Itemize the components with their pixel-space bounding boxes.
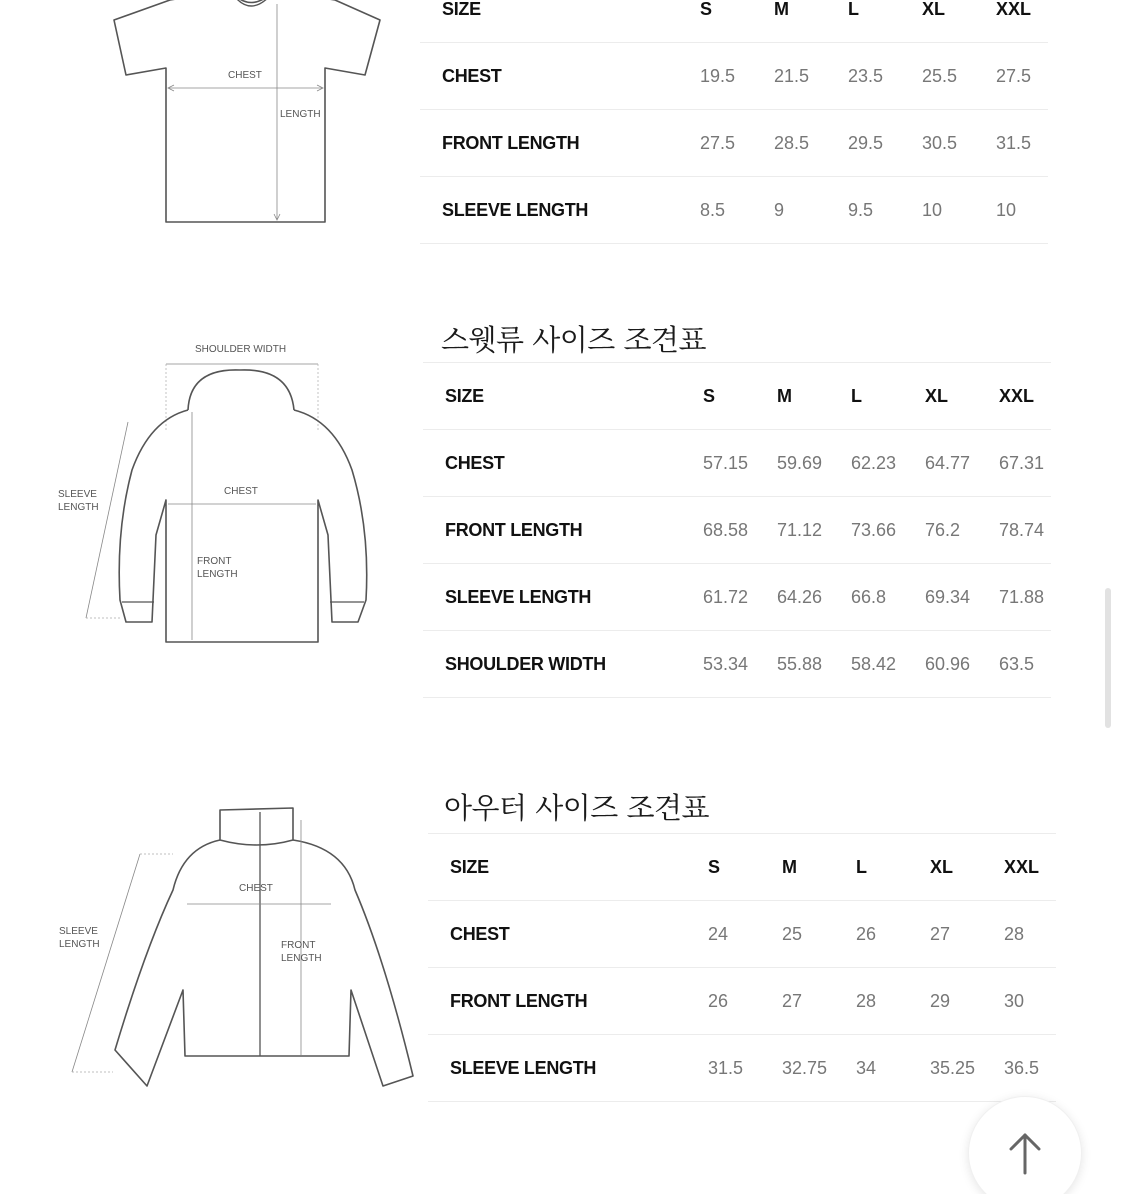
table-row	[423, 497, 1051, 564]
cell-value: 27.5	[700, 132, 736, 153]
table-row	[428, 901, 1056, 968]
cell-value: 55.88	[777, 653, 823, 674]
header-s: S	[703, 385, 716, 406]
cell-value: 9.5	[848, 199, 874, 220]
cell-value: 25.5	[922, 65, 958, 86]
row-label: CHEST	[442, 65, 502, 86]
cell-value: 35.25	[930, 1057, 976, 1078]
sweatshirt-size-table	[423, 362, 1051, 698]
cell-value: 30	[1004, 990, 1025, 1011]
header-xl: XL	[922, 0, 946, 19]
cell-value: 68.58	[703, 519, 749, 540]
table-row	[420, 110, 1048, 177]
cell-value: 31.5	[708, 1057, 744, 1078]
row-label: SLEEVE LENGTH	[450, 1057, 597, 1078]
cell-value: 30.5	[922, 132, 958, 153]
header-size: SIZE	[442, 0, 481, 19]
jacket-sleeve-label-2: LENGTH	[59, 939, 100, 950]
hoodie-shoulder-label: SHOULDER WIDTH	[195, 344, 287, 355]
header-m: M	[782, 856, 797, 877]
cell-value: 64.77	[925, 452, 971, 473]
cell-value: 53.34	[703, 653, 749, 674]
table-row	[428, 1035, 1056, 1102]
table-row	[423, 631, 1051, 698]
hoodie-front-label-1: FRONT	[197, 556, 232, 567]
outer-size-table	[428, 833, 1056, 1102]
header-m: M	[777, 385, 792, 406]
table-row	[428, 968, 1056, 1035]
cell-value: 27.5	[996, 65, 1032, 86]
table-header-row	[423, 363, 1051, 430]
table-row	[423, 430, 1051, 497]
sweatshirt-section-title: 스웻류 사이즈 조견표	[441, 323, 707, 357]
tshirt-size-section	[0, 0, 1125, 250]
cell-value: 26	[708, 990, 729, 1011]
cell-value: 67.31	[999, 452, 1045, 473]
cell-value: 63.5	[999, 653, 1035, 674]
cell-value: 58.42	[851, 653, 897, 674]
jacket-front-label-1: FRONT	[281, 940, 316, 951]
header-xxl: XXL	[996, 0, 1032, 19]
jacket-sleeve-label-1: SLEEVE	[59, 926, 98, 937]
jacket-diagram	[55, 800, 425, 1100]
cell-value: 10	[996, 199, 1017, 220]
cell-value: 21.5	[774, 65, 810, 86]
cell-value: 28.5	[774, 132, 810, 153]
cell-value: 66.8	[851, 586, 887, 607]
header-xxl: XXL	[1004, 856, 1040, 877]
cell-value: 61.72	[703, 586, 749, 607]
cell-value: 34	[856, 1057, 877, 1078]
jacket-illustration	[55, 800, 425, 1100]
cell-value: 73.66	[851, 519, 897, 540]
row-label: FRONT LENGTH	[450, 990, 588, 1011]
cell-value: 32.75	[782, 1057, 828, 1078]
cell-value: 57.15	[703, 452, 749, 473]
tshirt-diagram	[100, 0, 400, 230]
cell-value: 28	[856, 990, 877, 1011]
row-label: FRONT LENGTH	[445, 519, 583, 540]
table-row	[420, 177, 1048, 244]
tshirt-length-label: LENGTH	[280, 109, 321, 120]
row-label: CHEST	[445, 452, 505, 473]
cell-value: 76.2	[925, 519, 961, 540]
cell-value: 60.96	[925, 653, 971, 674]
cell-value: 71.88	[999, 586, 1045, 607]
cell-value: 36.5	[1004, 1057, 1040, 1078]
cell-value: 8.5	[700, 199, 726, 220]
hoodie-sleeve-label-2: LENGTH	[58, 502, 99, 513]
header-m: M	[774, 0, 789, 19]
cell-value: 78.74	[999, 519, 1045, 540]
scroll-to-top-button[interactable]	[968, 1096, 1082, 1194]
cell-value: 29	[930, 990, 951, 1011]
cell-value: 31.5	[996, 132, 1032, 153]
row-label: SLEEVE LENGTH	[442, 199, 589, 220]
hoodie-diagram	[50, 340, 390, 660]
cell-value: 9	[774, 199, 785, 220]
arrow-up-icon	[1007, 1131, 1043, 1175]
header-size: SIZE	[445, 385, 484, 406]
cell-value: 27	[782, 990, 803, 1011]
cell-value: 26	[856, 923, 877, 944]
table-row	[420, 43, 1048, 110]
row-label: CHEST	[450, 923, 510, 944]
header-l: L	[848, 0, 859, 19]
hoodie-chest-label: CHEST	[224, 486, 258, 497]
cell-value: 19.5	[700, 65, 736, 86]
tshirt-illustration	[100, 0, 400, 230]
outer-size-section	[0, 770, 1125, 1110]
header-l: L	[856, 856, 867, 877]
tshirt-chest-label: CHEST	[228, 70, 262, 81]
hoodie-sleeve-label-1: SLEEVE	[58, 489, 97, 500]
header-s: S	[708, 856, 721, 877]
cell-value: 69.34	[925, 586, 971, 607]
table-header-row	[428, 834, 1056, 901]
row-label: SLEEVE LENGTH	[445, 586, 592, 607]
cell-value: 59.69	[777, 452, 823, 473]
hoodie-front-label-2: LENGTH	[197, 569, 238, 580]
cell-value: 10	[922, 199, 943, 220]
hoodie-illustration	[50, 340, 390, 660]
cell-value: 29.5	[848, 132, 884, 153]
cell-value: 24	[708, 923, 729, 944]
cell-value: 71.12	[777, 519, 823, 540]
row-label: FRONT LENGTH	[442, 132, 580, 153]
header-l: L	[851, 385, 862, 406]
tshirt-size-table	[420, 0, 1048, 244]
outer-section-title: 아우터 사이즈 조견표	[444, 791, 710, 825]
cell-value: 27	[930, 923, 951, 944]
header-s: S	[700, 0, 713, 19]
cell-value: 64.26	[777, 586, 823, 607]
header-xl: XL	[925, 385, 949, 406]
table-header-row	[420, 0, 1048, 43]
row-label: SHOULDER WIDTH	[445, 653, 606, 674]
cell-value: 23.5	[848, 65, 884, 86]
cell-value: 62.23	[851, 452, 897, 473]
header-xxl: XXL	[999, 385, 1035, 406]
header-xl: XL	[930, 856, 954, 877]
jacket-chest-label: CHEST	[239, 883, 273, 894]
cell-value: 28	[1004, 923, 1025, 944]
sweatshirt-size-section	[0, 300, 1125, 720]
table-row	[423, 564, 1051, 631]
scrollbar-thumb[interactable]	[1105, 588, 1111, 728]
cell-value: 25	[782, 923, 803, 944]
header-size: SIZE	[450, 856, 489, 877]
jacket-front-label-2: LENGTH	[281, 953, 322, 964]
